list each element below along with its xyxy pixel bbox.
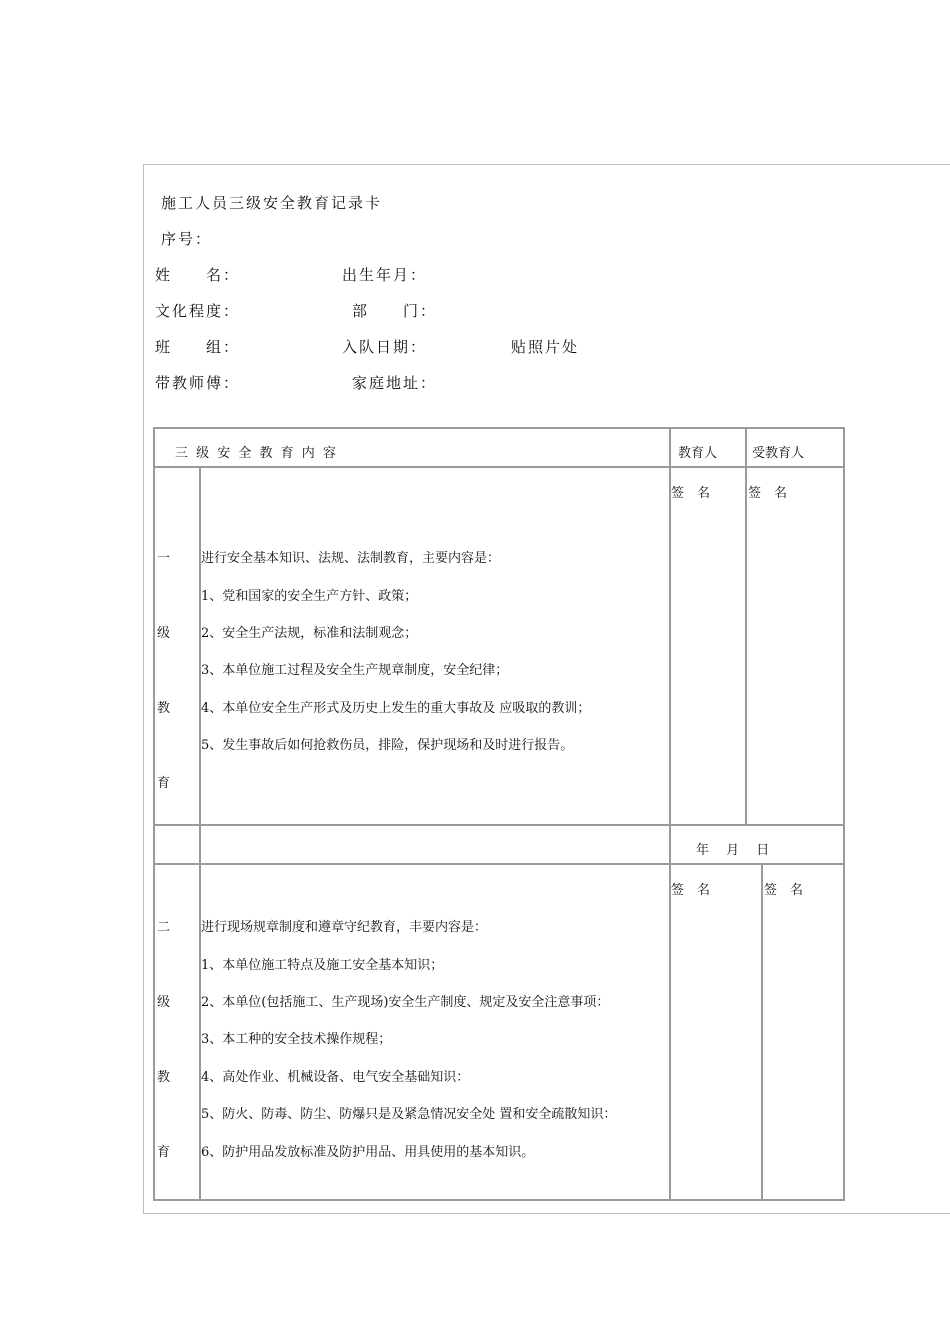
team-label: 班 组： bbox=[155, 338, 241, 356]
birth-date-label: 出生年月： bbox=[342, 266, 428, 284]
education-level-label: 文化程度： bbox=[155, 302, 241, 320]
educator-column-header: 教育人 bbox=[678, 446, 718, 461]
level1-label-char: 一 bbox=[157, 551, 171, 566]
photo-placeholder-label: 贴照片处 bbox=[511, 338, 580, 356]
mentor-label: 带教师傅： bbox=[155, 374, 241, 392]
level2-content-line: 进行现场规章制度和遵章守纪教育，丰要内容是： bbox=[201, 920, 488, 935]
level2-content-line: 1、本单位施工特点及施工安全基本知识； bbox=[201, 958, 444, 973]
level1-educatee-signature: 签 名 bbox=[748, 486, 788, 501]
level1-educator-signature: 签 名 bbox=[671, 486, 711, 501]
level2-label-char: 二 bbox=[157, 920, 171, 935]
level2-label-char: 教 bbox=[157, 1070, 171, 1085]
level1-content-line: 4、本单位安全生产形式及历史上发生的重大事故及 应吸取的教训； bbox=[201, 701, 591, 716]
level1-label-char: 级 bbox=[157, 626, 171, 641]
serial-number-label: 序号： bbox=[161, 230, 213, 248]
record-card-frame bbox=[143, 164, 950, 1214]
date-label: 年 月 日 bbox=[696, 843, 770, 858]
level2-content-line: 2、本单位(包括施工、生产现场)安全生产制度、规定及安全注意事项： bbox=[201, 995, 610, 1010]
level2-content-line: 4、高处作业、机械设备、电气安全基础知识： bbox=[201, 1070, 470, 1085]
level2-content-line: 6、防护用品发放标准及防护用品、用具使用的基本知识。 bbox=[201, 1145, 535, 1160]
department-label: 部 门： bbox=[352, 302, 438, 320]
level2-label-char: 级 bbox=[157, 995, 171, 1010]
level2-label-char: 育 bbox=[157, 1145, 171, 1160]
level1-label-char: 育 bbox=[157, 776, 171, 791]
level1-content-line: 5、发生事故后如何抢救伤员，排险，保护现场和及时进行报告。 bbox=[201, 738, 574, 753]
educatee-column-header: 受教育人 bbox=[752, 446, 805, 461]
level2-educatee-signature: 签 名 bbox=[764, 883, 804, 898]
home-address-label: 家庭地址： bbox=[352, 374, 438, 392]
join-date-label: 入队日期： bbox=[342, 338, 428, 356]
level2-content-line: 3、本工种的安全技术操作规程； bbox=[201, 1032, 392, 1047]
level1-content-line: 3、本单位施工过程及安全生产规章制度，安全纪律； bbox=[201, 663, 509, 678]
level1-label-char: 教 bbox=[157, 701, 171, 716]
level1-content-line: 1、党和国家的安全生产方针、政策； bbox=[201, 589, 418, 604]
content-column-header: 三 级 安 全 教 育 内 容 bbox=[175, 446, 338, 461]
level2-educator-signature: 签 名 bbox=[671, 883, 711, 898]
level1-content-line: 进行安全基本知识、法规、法制教育，主要内容是： bbox=[201, 551, 501, 566]
form-title: 施工人员三级安全教育记录卡 bbox=[161, 194, 383, 212]
level2-content-line: 5、防火、防毒、防尘、防爆只是及紧急情况安全处 置和安全疏散知识： bbox=[201, 1107, 617, 1122]
level1-content-line: 2、安全生产法规，标准和法制观念； bbox=[201, 626, 418, 641]
name-label: 姓 名： bbox=[155, 266, 241, 284]
